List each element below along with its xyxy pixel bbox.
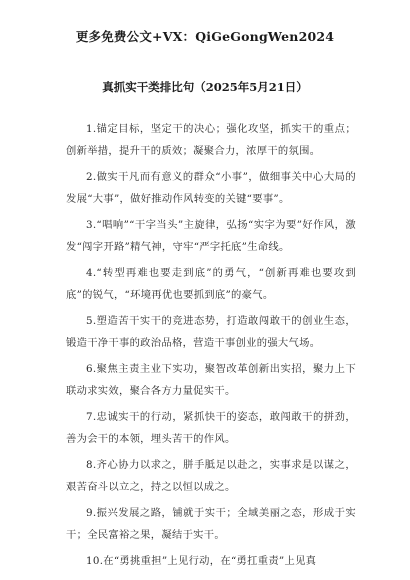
document-title: 真抓实干类排比句（2025年5月21日） — [102, 80, 308, 94]
header-promo-text: 更多免费公文+VX：QiGeGongWen2024 — [75, 29, 335, 44]
paragraph-7: 7.忠诚实干的行动，紧抓快干的姿态，敢闯敢干的拼劲，善为会干的本领，埋头苦干的作风。 — [66, 411, 356, 445]
paragraph-8: 8.齐心协力以求之，胼手胝足以赴之，实事求是以谋之，艰苦奋斗以立之，持之以恒以成之。 — [66, 459, 356, 493]
paragraph-10: 10.在“勇挑重担”上见行动，在“勇扛重责”上见真 — [86, 555, 317, 567]
paragraph-2: 2.做实干凡而有意义的群众“小事”，做细事关中心大局的发展“大事”，做好推动作风转变的关键“要事”。 — [66, 171, 356, 205]
paragraph-1: 1.锚定目标，坚定干的决心；强化攻坚，抓实干的重点；创新举措，提升干的质效；凝聚合力，浓厚干的氛围。 — [66, 123, 356, 157]
document-body — [66, 118, 356, 576]
paragraph-3: 3.“唱响”“干字当头”主旋律，弘扬“实字为要”好作风，激发“闯字开路”精气神，守牢“严字托底”生命线。 — [66, 219, 356, 253]
paragraph-9: 9.振兴发展之路，铺就于实干；全域美丽之态，形成于实干；全民富裕之果，凝结于实干。 — [66, 507, 356, 541]
paragraph-6: 6.聚焦主责主业下实功，聚智改革创新出实招，聚力上下联动求实效，聚合各方力量促实干。 — [66, 363, 356, 397]
paragraph-4: 4.“转型再难也要走到底”的勇气，“创新再难也要攻到底”的锐气，“环境再优也要抓到底”的豪气。 — [66, 267, 356, 301]
paragraph-5: 5.塑造苦干实干的竞进态势，打造敢闯敢干的创业生态，锻造干净干事的政治品格，营造干事创业的强大气场。 — [66, 315, 356, 349]
